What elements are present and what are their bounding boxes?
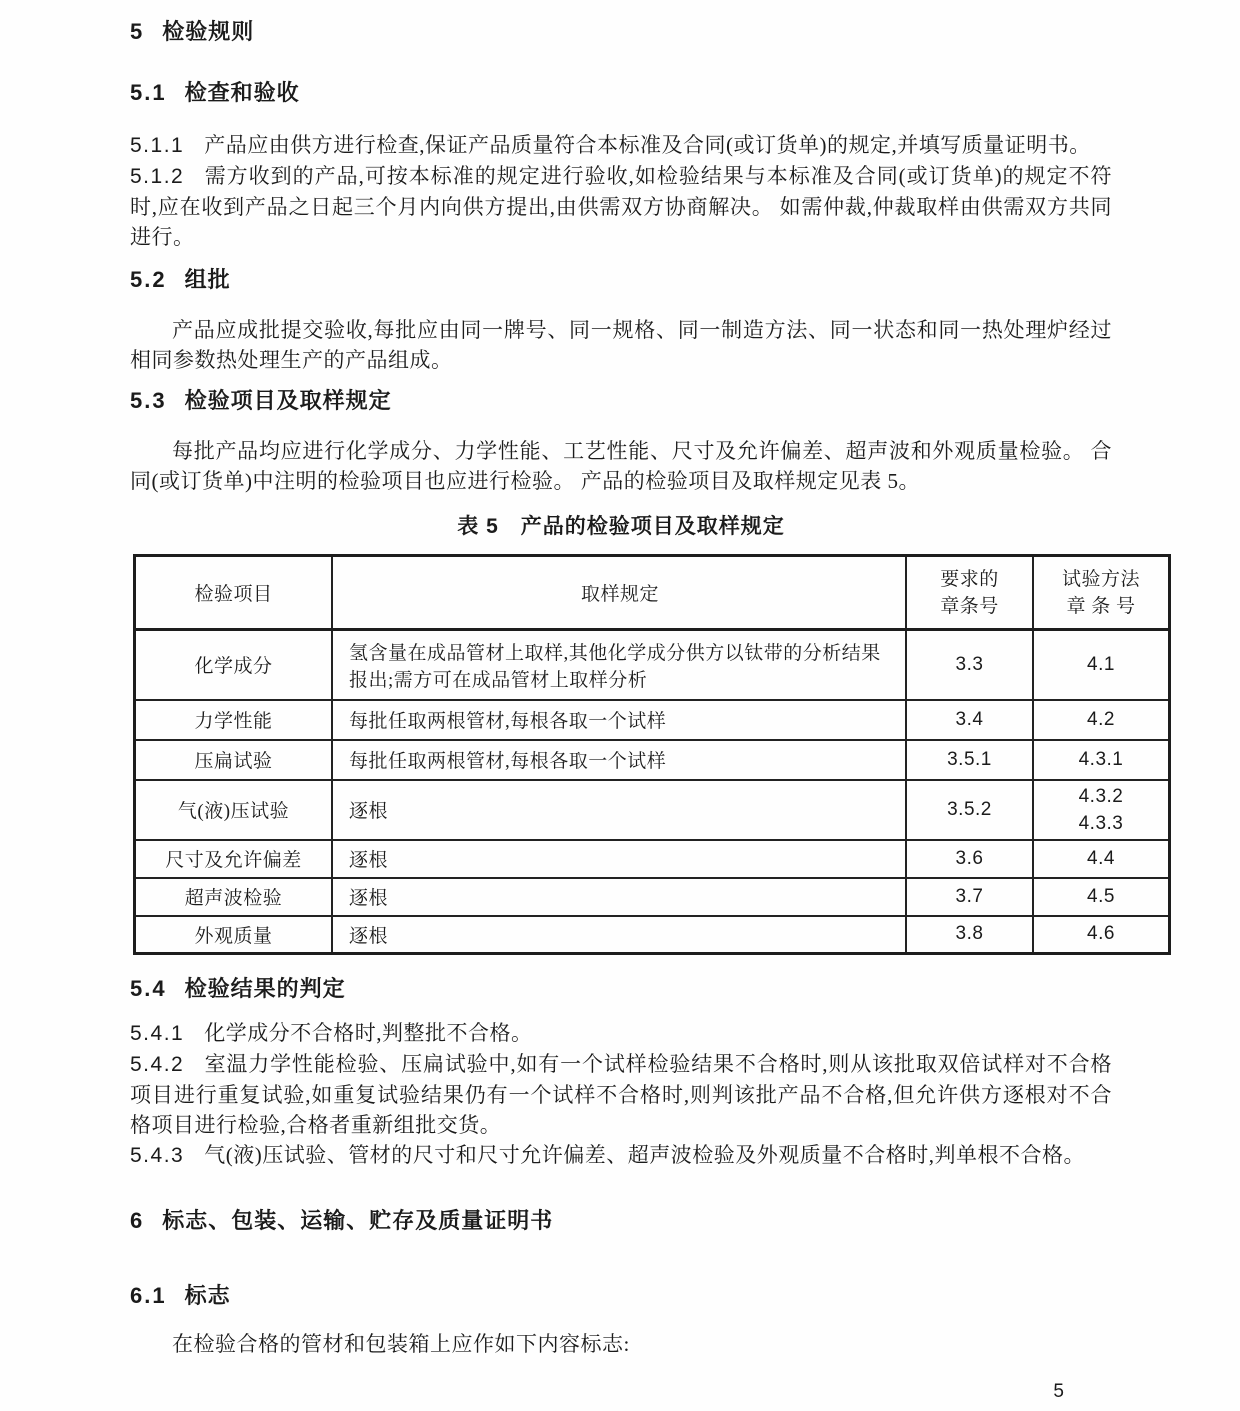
paragraph-5-3: 每批产品均应进行化学成分、力学性能、工艺性能、尺寸及允许偏差、超声波和外观质量检验。 合同(或订货单)中注明的检验项目也应进行检验。 产品的检验项目及取样规定见表 5。 bbox=[130, 439, 1112, 493]
cell-requirement: 3.7 bbox=[906, 878, 1033, 916]
cell-requirement: 3.3 bbox=[906, 630, 1033, 700]
cell-method: 4.4 bbox=[1033, 840, 1170, 878]
paragraph-number: 5.1.2 bbox=[130, 165, 185, 188]
cell-method: 4.5 bbox=[1033, 878, 1170, 916]
paragraph-number: 5.1.1 bbox=[130, 134, 185, 157]
section-number: 5.2 bbox=[130, 267, 167, 292]
cell-sampling: 逐根 bbox=[332, 878, 906, 916]
section-number: 6 bbox=[130, 1208, 145, 1233]
cell-method: 4.2 bbox=[1033, 700, 1170, 740]
cell-requirement: 3.4 bbox=[906, 700, 1033, 740]
section-title: 检验规则 bbox=[162, 19, 255, 44]
cell-sampling: 每批任取两根管材,每根各取一个试样 bbox=[332, 740, 906, 780]
cell-method: 4.6 bbox=[1033, 916, 1170, 954]
paragraph-5-4-1 bbox=[130, 1018, 1112, 1049]
section-number: 5.4 bbox=[130, 976, 167, 1001]
paragraph-5-4-3 bbox=[130, 1140, 1112, 1171]
paragraph-text: 产品应由供方进行检查,保证产品质量符合本标准及合同(或订货单)的规定,并填写质量证明书。 bbox=[204, 133, 1091, 157]
table-row bbox=[135, 916, 1170, 954]
cell-requirement: 3.8 bbox=[906, 916, 1033, 954]
table-5-caption bbox=[130, 510, 1112, 540]
header-requirement-clause bbox=[906, 556, 1033, 630]
section-5-heading bbox=[130, 18, 1112, 45]
cell-method: 4.1 bbox=[1033, 630, 1170, 700]
section-6-heading bbox=[130, 1207, 1112, 1234]
header-item: 检验项目 bbox=[135, 556, 333, 630]
cell-method-line: 4.3.2 bbox=[1078, 785, 1124, 807]
cell-item: 力学性能 bbox=[135, 700, 333, 740]
section-5-1-heading bbox=[130, 79, 1112, 106]
cell-item: 压扁试验 bbox=[135, 740, 333, 780]
section-5-4-heading bbox=[130, 975, 1112, 1002]
paragraph-text: 气(液)压试验、管材的尺寸和尺寸允许偏差、超声波检验及外观质量不合格时,判单根不合格。 bbox=[204, 1143, 1085, 1167]
table-row bbox=[135, 740, 1170, 780]
cell-requirement: 3.6 bbox=[906, 840, 1033, 878]
table-header-row bbox=[135, 556, 1170, 630]
paragraph-5-1-1 bbox=[130, 130, 1112, 161]
table-row bbox=[135, 878, 1170, 916]
paragraph-number: 5.4.3 bbox=[130, 1144, 185, 1167]
section-number: 6.1 bbox=[130, 1283, 167, 1308]
cell-item: 尺寸及允许偏差 bbox=[135, 840, 333, 878]
table-5 bbox=[133, 554, 1171, 955]
header-line: 试验方法 bbox=[1061, 568, 1140, 590]
cell-sampling: 每批任取两根管材,每根各取一个试样 bbox=[332, 700, 906, 740]
paragraph-number: 5.4.2 bbox=[130, 1053, 185, 1076]
section-title: 标志 bbox=[184, 1283, 231, 1308]
table-row bbox=[135, 840, 1170, 878]
header-test-method-clause bbox=[1033, 556, 1170, 630]
paragraph-5-2: 产品应成批提交验收,每批应由同一牌号、同一规格、同一制造方法、同一状态和同一热处理炉经过相同参数热处理生产的产品组成。 bbox=[130, 318, 1112, 372]
table-row bbox=[135, 630, 1170, 700]
section-title: 标志、包装、运输、贮存及质量证明书 bbox=[162, 1208, 554, 1233]
section-5-3-heading bbox=[130, 387, 1112, 414]
cell-item: 超声波检验 bbox=[135, 878, 333, 916]
section-title: 组批 bbox=[184, 267, 231, 292]
paragraph-5-4-2 bbox=[130, 1049, 1112, 1140]
cell-item: 化学成分 bbox=[135, 630, 333, 700]
table-row bbox=[135, 780, 1170, 840]
cell-sampling: 逐根 bbox=[332, 916, 906, 954]
section-6-1-heading bbox=[130, 1282, 1112, 1309]
page-number: 5 bbox=[1053, 1381, 1064, 1402]
header-line: 章 条 号 bbox=[1066, 595, 1136, 617]
section-number: 5.3 bbox=[130, 388, 167, 413]
section-number: 5.1 bbox=[130, 80, 167, 105]
cell-method bbox=[1033, 780, 1170, 840]
cell-method-line: 4.3.3 bbox=[1078, 812, 1124, 834]
paragraph-6-1: 在检验合格的管材和包装箱上应作如下内容标志: bbox=[172, 1332, 630, 1356]
cell-item: 外观质量 bbox=[135, 916, 333, 954]
section-title: 检查和验收 bbox=[184, 80, 300, 105]
cell-requirement: 3.5.2 bbox=[906, 780, 1033, 840]
paragraph-text: 化学成分不合格时,判整批不合格。 bbox=[204, 1021, 533, 1045]
header-line: 要求的 bbox=[940, 568, 999, 590]
cell-item: 气(液)压试验 bbox=[135, 780, 333, 840]
section-title: 检验结果的判定 bbox=[184, 976, 346, 1001]
table-label: 表 5 bbox=[457, 515, 499, 538]
cell-sampling: 氢含量在成品管材上取样,其他化学成分供方以钛带的分析结果报出;需方可在成品管材上取样分析 bbox=[332, 630, 906, 700]
paragraph-text: 室温力学性能检验、压扁试验中,如有一个试样检验结果不合格时,则从该批取双倍试样对不合格项目进行重复试验,如重复试验结果仍有一个试样不合格时,则判该批产品不合格,但允许供方逐根对不合格项目进行检验,合格者重新组批交货。 bbox=[130, 1052, 1112, 1137]
header-sampling: 取样规定 bbox=[332, 556, 906, 630]
table-row bbox=[135, 700, 1170, 740]
paragraph-text: 需方收到的产品,可按本标准的规定进行验收,如检验结果与本标准及合同(或订货单)的规定不符时,应在收到产品之日起三个月内向供方提出,由供需双方协商解决。 如需仲裁,仲裁取样由供需双方共同进行。 bbox=[130, 164, 1112, 249]
header-line: 章条号 bbox=[940, 595, 999, 617]
cell-method: 4.3.1 bbox=[1033, 740, 1170, 780]
section-5-2-heading bbox=[130, 266, 1112, 293]
cell-sampling: 逐根 bbox=[332, 840, 906, 878]
paragraph-5-1-2 bbox=[130, 161, 1112, 252]
section-number: 5 bbox=[130, 19, 145, 44]
paragraph-number: 5.4.1 bbox=[130, 1022, 185, 1045]
cell-requirement: 3.5.1 bbox=[906, 740, 1033, 780]
table-title: 产品的检验项目及取样规定 bbox=[520, 515, 785, 538]
section-title: 检验项目及取样规定 bbox=[184, 388, 392, 413]
cell-sampling: 逐根 bbox=[332, 780, 906, 840]
